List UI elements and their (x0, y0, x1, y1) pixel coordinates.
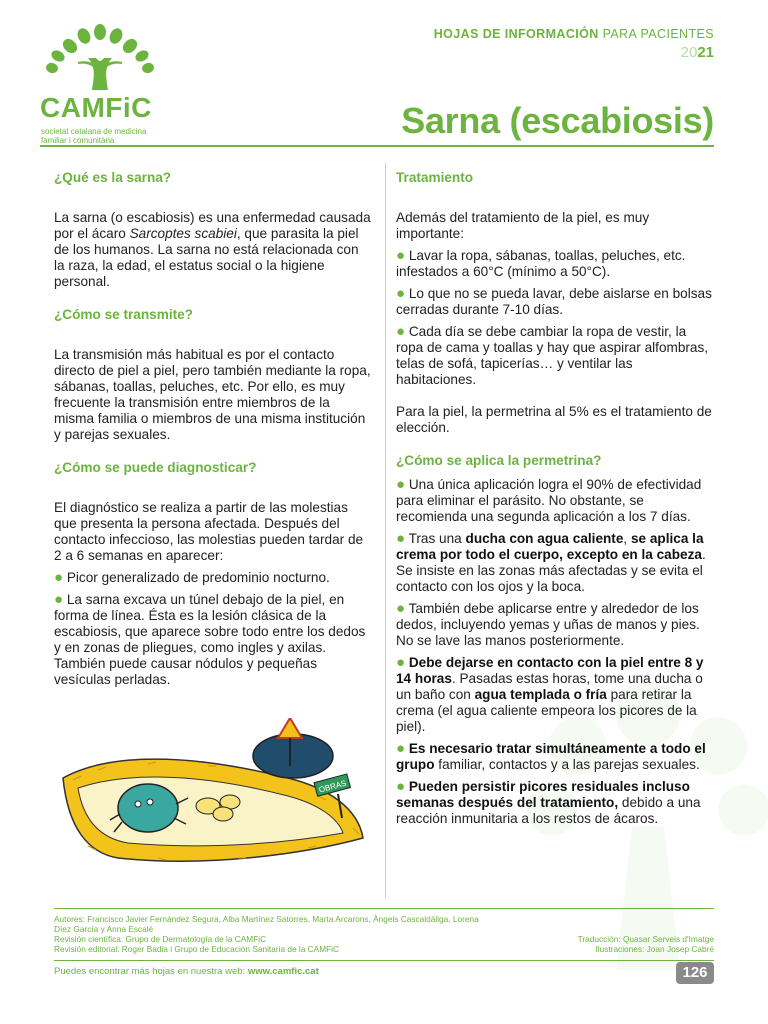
paragraph-transmission: La transmisión más habitual es por el contacto directo de piel a piel, pero también mediante la ropa, sábanas, toallas, peluches, etc. Por ello, es muy frecuente la transmisión entre miembros de la misma familia o miembros de una misma institución y parejas sexuales. (54, 347, 371, 442)
bullet-dot-icon: ● (396, 323, 406, 340)
text-span: , (623, 531, 631, 546)
text-span: . Pasadas estas horas, tome una ducha o un baño con (396, 671, 703, 702)
page-title: Sarna (escabiosis) (401, 100, 714, 141)
bold-text: Pueden persistir picores residuales incluso semanas después del tratamiento, (396, 779, 690, 810)
bullet-tunnel (54, 592, 372, 688)
bullet-shower (396, 531, 716, 595)
heading-apply: ¿Cómo se aplica la permetrina? (396, 453, 602, 468)
bullet-residual-itch (396, 779, 716, 827)
bullet-dot-icon: ● (396, 778, 406, 795)
bold-text: se aplica la crema por todo el cuerpo, excepto en la cabeza (396, 531, 704, 562)
bullet-text: También debe aplicarse entre y alrededor de los dedos, incluyendo yemas y uñas de manos y pies. No se lave las manos posteriormente. (396, 601, 700, 648)
footer-credits-right (578, 934, 714, 954)
text-span: debido a una reacción inmunitaria a los restos de ácaros. (396, 795, 701, 826)
footer-illustrations: Ilustraciones: Joan Josep Cabré (595, 944, 714, 954)
footer-divider-2 (54, 960, 714, 961)
footer-translation: Traducción: Quasar Serveis d'Imatge (577, 934, 714, 944)
bullet-dot-icon: ● (54, 591, 64, 608)
logo-wordmark: CAMFiC (40, 92, 152, 123)
year-label (681, 44, 714, 61)
bullet-text: Lavar la ropa, sábanas, toallas, peluches, etc. infestados a 60°C (mínimo a 50°C). (396, 248, 686, 279)
text-span: , que parasita la piel de los humanos. La sarna no está relacionada con la raza, la edad, el estatus social o la higiene personal. (54, 226, 359, 289)
series-light: PARA PACIENTES (598, 27, 714, 41)
paragraph-treatment-intro: Además del tratamiento de la piel, es muy importante: (396, 210, 650, 241)
footer-review-scientific: Revisión científica: Grupo de Dermatología de la CAMFiC (54, 934, 267, 944)
paragraph-diagnosis: El diagnóstico se realiza a partir de las molestias que presenta la persona afectada. Después del contacto infeccioso, las molestias pueden tardar de 2 a 6 semanas en aparecer: (54, 500, 364, 563)
bold-text: agua templada o fría (474, 687, 607, 702)
header-divider (40, 145, 714, 147)
bullet-dot-icon: ● (54, 569, 64, 586)
footer-web-link[interactable]: www.camfic.cat (247, 966, 319, 977)
footer-web (54, 966, 319, 977)
column-divider (385, 163, 386, 898)
text-span: . Se insiste en las zonas más afectadas y se evita el contacto con los ojos y la boca. (396, 547, 706, 594)
bullet-text: Una única aplicación logra el 90% de efectividad para eliminar el parásito. No obstante, se recomienda una segunda aplicación a los 7 días. (396, 477, 702, 524)
bullet-text: Picor generalizado de predominio nocturno. (66, 570, 330, 585)
left-column (54, 170, 372, 694)
paragraph-what-is (54, 210, 372, 290)
bullet-wash (396, 248, 716, 280)
footer-authors: Autores: Francisco Javier Fernández Segura, Alba Martínez Satorres, Marta Arcarons, Àngels Cascaldàliga, Lorena Díez García y Anna Escalé (54, 914, 479, 934)
bullet-text: Cada día se debe cambiar la ropa de vestir, la ropa de cama y toallas y hay que aspirar alfombras, telas de sofá, tapicerías… y ventilar las habitaciones. (396, 324, 709, 387)
year-bold: 21 (697, 44, 714, 61)
heading-what-is: ¿Qué es la sarna? (54, 170, 172, 185)
bullet-dot-icon: ● (396, 285, 406, 302)
text-span: Tras una (408, 531, 466, 546)
bullet-dot-icon: ● (396, 247, 406, 264)
page-number-badge: 126 (676, 962, 714, 984)
bullet-dot-icon: ● (396, 476, 406, 493)
footer-review-editorial: Revisión editorial: Roger Badia i Grupo de Educación Sanitaria de la CAMFiC (54, 944, 340, 954)
bullet-isolate (396, 286, 716, 318)
species-name: Sarcoptes scabiei (129, 226, 237, 241)
series-bold: HOJAS DE INFORMACIÓN (433, 27, 599, 41)
bold-text: Es necesario tratar simultáneamente a todo el grupo (396, 741, 706, 772)
bullet-single-application (396, 477, 716, 525)
bold-text: ducha con agua caliente (465, 531, 624, 546)
year-pale: 20 (680, 44, 698, 61)
bold-text: Debe dejarse en contacto con la piel entre 8 y 14 horas (396, 655, 704, 686)
bullet-leave-on (396, 655, 716, 735)
mite-tunnel-illustration (58, 718, 368, 888)
text-span: para retirar la crema (el agua caliente empeora los picores de la piel). (396, 687, 697, 734)
bullet-treat-group (396, 741, 716, 773)
bullet-text: La sarna excava un túnel debajo de la piel, en forma de línea. Ésta es la lesión clásica de la escabiosis, que aparece sobre todo entre los dedos y en zonas de pliegues, como ingles y axilas. También puede causar nódulos y pequeñas vesículas perladas. (54, 592, 366, 687)
camfic-tree-logo-icon (40, 22, 160, 97)
bullet-fingers (396, 601, 716, 649)
right-column (396, 170, 716, 833)
text-span: La sarna (o escabiosis) es una enfermedad causada por el ácaro (54, 210, 371, 241)
footer-divider (54, 908, 714, 909)
bullet-dot-icon: ● (396, 600, 406, 617)
heading-treatment: Tratamiento (396, 170, 474, 185)
bullet-text: Lo que no se pueda lavar, debe aislarse en bolsas cerradas durante 7-10 días. (396, 286, 712, 317)
bullet-dot-icon: ● (396, 530, 406, 547)
heading-diagnosis: ¿Cómo se puede diagnosticar? (54, 460, 257, 475)
logo-subtitle: societat catalana de medicina familiar i comunitària (41, 127, 147, 145)
series-label (434, 27, 714, 41)
illustration-sign-text: OBRAS (317, 778, 348, 795)
text-span: familiar, contactos y a las parejas sexuales. (434, 757, 700, 772)
bullet-dot-icon: ● (396, 654, 406, 671)
bullet-dot-icon: ● (396, 740, 406, 757)
paragraph-permethrin: Para la piel, la permetrina al 5% es el tratamiento de elección. (396, 404, 712, 435)
bullet-daily-change (396, 324, 716, 388)
bullet-itching (54, 570, 372, 586)
heading-transmission: ¿Cómo se transmite? (54, 307, 193, 322)
footer-web-text: Puedes encontrar más hojas en nuestra web: (54, 966, 248, 977)
footer-credits (54, 914, 494, 954)
